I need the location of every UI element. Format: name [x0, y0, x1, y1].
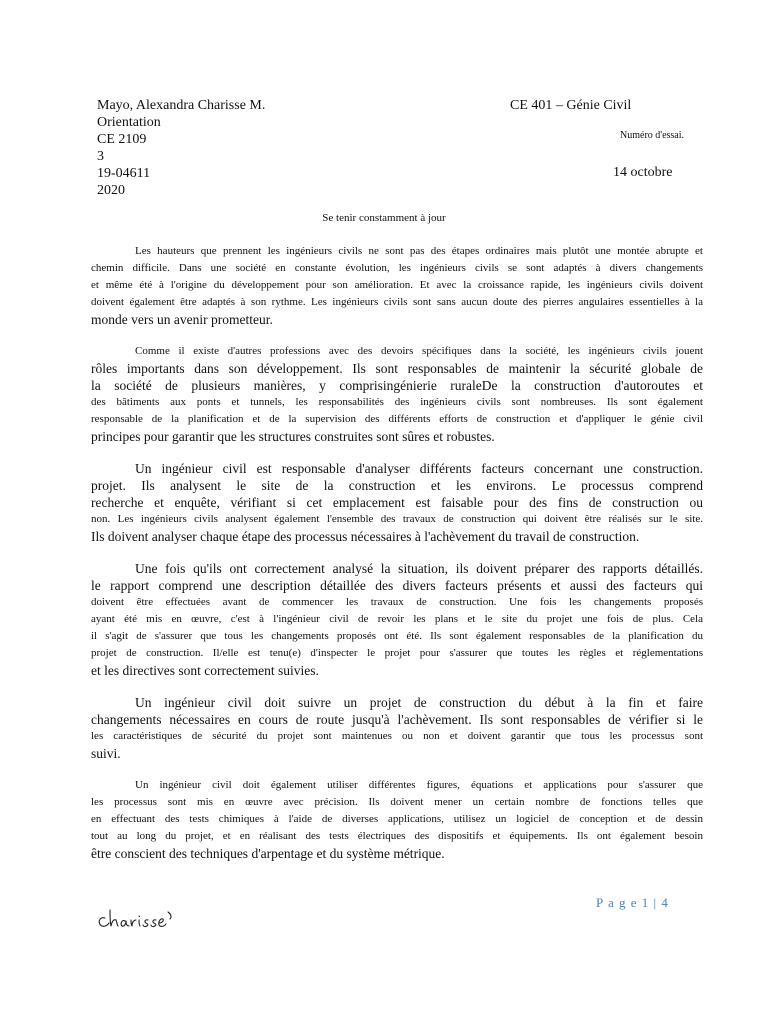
course-title: CE 401 – Génie Civil: [510, 98, 632, 113]
paragraph-line: doivent également être adaptés à son rythme. Les ingénieurs civils sont sans aucun doute des pierres angulaires essentielles à la: [91, 296, 703, 308]
paragraph-line: être conscient des techniques d'arpentage et du système métrique.: [91, 846, 445, 861]
paragraph-line: et les directives sont correctement suivies.: [91, 663, 319, 678]
paragraph-line: Comme il existe d'autres professions avec des devoirs spécifiques dans la société, les ingénieurs civils jouent: [135, 345, 703, 357]
essay-title: Se tenir constamment à jour: [322, 212, 446, 224]
paragraph: [91, 777, 703, 862]
paragraph-line: chemin difficile. Dans une société en constante évolution, les ingénieurs civils se sont adaptés à divers changements: [91, 262, 703, 274]
paragraph-line: monde vers un avenir prometteur.: [91, 312, 273, 327]
paragraph-line: la société de plusieurs manières, y comprisingénierie ruraleDe la construction d'autoroutes et: [91, 378, 703, 393]
student-info-block: [97, 97, 265, 199]
paragraph-line: Un ingénieur civil doit suivre un projet de construction du début à la fin et faire: [135, 695, 703, 710]
paragraph-line: Les hauteurs que prennent les ingénieurs civils ne sont pas des étapes ordinaires mais plutôt une montée abrupte et: [135, 245, 703, 257]
essay-date: 14 octobre: [613, 165, 673, 180]
signature-scribble-icon: [95, 902, 177, 936]
header-line-year: 2020: [97, 183, 125, 198]
paragraph-line: en effectuant des tests chimiques à l'aide de diverses applications, utilisez un logiciel de conception et de dessin: [91, 813, 703, 825]
paragraph-line: recherche et enquête, vérifiant si cet emplacement est faisable pour des fins de construction ou: [91, 495, 703, 510]
paragraph-line: et même été à l'origine du développement pour son amélioration. Et avec la croissance rapide, les ingénieurs civils doivent: [91, 279, 703, 291]
page-number: P a g e 1 | 4: [596, 895, 669, 910]
paragraph-line: tout au long du projet, et en réalisant des tests électriques des dispositifs et équipements. Ils ont également besoin: [91, 830, 703, 842]
signature: [95, 902, 177, 936]
paragraph-line: suivi.: [91, 746, 121, 761]
paragraph-line: Un ingénieur civil est responsable d'analyser différents facteurs concernant une construction.: [135, 461, 703, 476]
paragraph-line: des bâtiments aux ponts et tunnels, les responsabilités des ingénieurs civils sont nombreuses. Ils sont également: [91, 396, 703, 408]
paragraph-line: doivent être effectuées avant de commencer les travaux de construction. Une fois les changements proposés: [91, 596, 703, 608]
paragraph-line: rôles importants dans son développement. Ils sont responsables de maintenir la sécurité globale de: [91, 361, 703, 376]
essay-number: Numéro d'essai.: [620, 130, 685, 141]
paragraph-line: projet. Ils analysent le site de la construction et les environs. Le processus comprend: [91, 478, 703, 493]
essay-body: [91, 243, 703, 877]
paragraph: [91, 460, 703, 545]
header-line-course-code: CE 2109: [97, 132, 147, 147]
student-id: 19-04611: [97, 166, 151, 181]
essay-title-wrap: [0, 212, 768, 224]
paragraph-line: les caractéristiques de sécurité du projet sont maintenues ou non et doivent garantir que tous les processus sont: [91, 730, 703, 742]
paragraph-line: projet de construction. Il/elle est tenu(e) d'inspecter le projet pour s'assurer que toutes les règles et réglementations: [91, 647, 703, 659]
paragraph-line: Un ingénieur civil doit également utiliser différentes figures, équations et applications pour s'assurer que: [135, 779, 703, 791]
paragraph-line: Une fois qu'ils ont correctement analysé la situation, ils doivent préparer des rapports détaillés.: [135, 561, 703, 576]
paragraph-line: ayant été mis en œuvre, c'est à l'ingénieur civil de revoir les plans et le site du projet une fois de plus. Cela: [91, 613, 703, 625]
header-line-orientation: Orientation: [97, 115, 161, 130]
header-line-section: 3: [97, 149, 104, 164]
paragraph-line: les processus sont mis en œuvre avec précision. Ils doivent mener un certain nombre de fonctions telles que: [91, 796, 703, 808]
paragraph-line: responsable de la planification et de la supervision des différents efforts de construction et d'appliquer le génie civil: [91, 413, 703, 425]
paragraph: [91, 560, 703, 679]
paragraph: [91, 343, 703, 445]
paragraph-line: changements nécessaires en cours de route jusqu'à l'achèvement. Ils sont responsables de vérifier si le: [91, 712, 703, 727]
paragraph-line: principes pour garantir que les structures construites sont sûres et robustes.: [91, 429, 495, 444]
paragraph-line: Ils doivent analyser chaque étape des processus nécessaires à l'achèvement du travail de construction.: [91, 529, 640, 544]
student-name: Mayo, Alexandra Charisse M.: [97, 98, 266, 113]
paragraph: [91, 694, 703, 762]
paragraph-line: le rapport comprend une description détaillée des divers facteurs présents et aussi des facteurs qui: [91, 578, 703, 593]
paragraph: [91, 243, 703, 328]
paragraph-line: il s'agit de s'assurer que tous les changements proposés ont été. Ils sont également responsables de la planification du: [91, 630, 703, 642]
paragraph-line: non. Les ingénieurs civils analysent également l'ensemble des travaux de construction qui doivent être réalisés sur le site.: [91, 513, 703, 525]
